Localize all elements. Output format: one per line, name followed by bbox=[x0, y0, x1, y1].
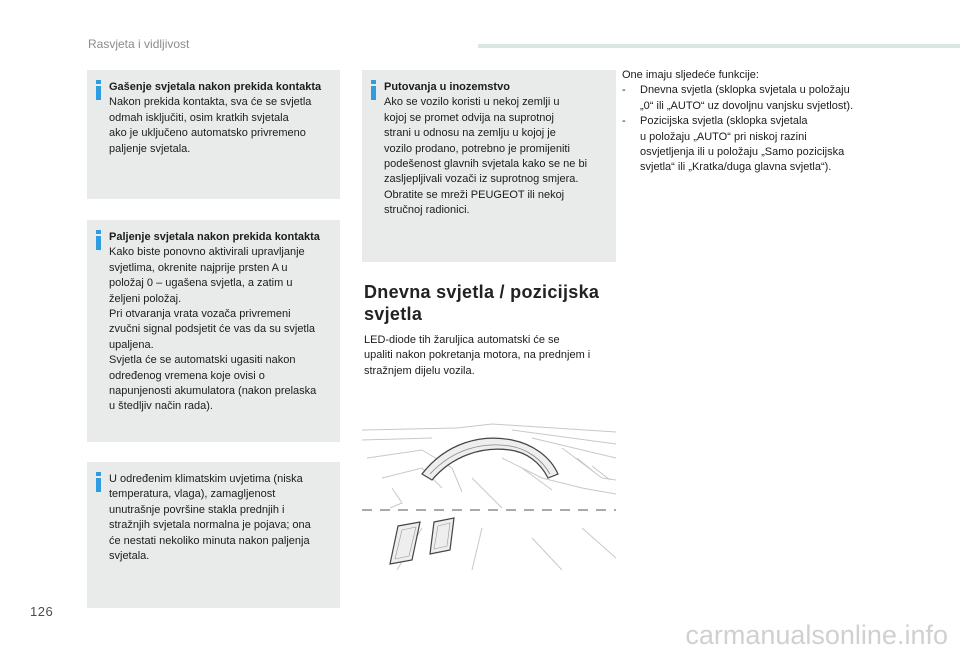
list-item: - Dnevna svjetla (sklopka svjetala u položaju „0“ ili „AUTO“ uz dovoljnu vanjsku svjetlost). bbox=[622, 84, 854, 112]
section-heading: Dnevna svjetla / pozicijska svjetla bbox=[364, 282, 600, 324]
header-divider-bar bbox=[478, 44, 960, 48]
list-item: - Pozicijska svjetla (sklopka svjetala u položaju „AUTO“ pri niskoj razini osvjetljenja ili u položaju „Samo pozicijska svjetla“ ili „Kratka/duga glavna svjetla“). bbox=[622, 115, 845, 174]
info-icon bbox=[94, 472, 102, 492]
info-box-title: Paljenje svjetala nakon prekida kontakta bbox=[109, 231, 320, 243]
info-box-body: U određenim klimatskim uvjetima (niska temperatura, vlaga), zamagljenost unutrašnje površine stakla prednjih i stražnjih svjetala normalna je pojava; ona će nestati nekoliko minuta nakon paljenja svjetala. bbox=[109, 473, 311, 563]
info-box-title: Gašenje svjetala nakon prekida kontakta bbox=[109, 81, 322, 93]
info-box-title: Putovanja u inozemstvo bbox=[384, 81, 510, 93]
info-box-body: Nakon prekida kontakta, sva će se svjetla odmah isključiti, osim kratkih svjetala ako je uključeno automatsko privremeno paljenje svjetala. bbox=[109, 96, 312, 155]
info-box-switch-on bbox=[87, 220, 340, 442]
functions-intro: One imaju sljedeće funkcije: bbox=[622, 69, 759, 81]
daytime-lights-illustration bbox=[362, 418, 616, 570]
page-number: 126 bbox=[30, 604, 54, 619]
functions-list bbox=[622, 68, 942, 176]
info-icon bbox=[94, 230, 102, 250]
info-box-body: Ako se vozilo koristi u nekoj zemlji u kojoj se promet odvija na suprotnoj strani u odnosu na zemlju u kojoj je vozilo prodano, potrebno je promijeniti podešenost glavnih svjetala kako se ne bi zasljepljivali vozači iz suprotnog smjera. Obratite se mreži PEUGEOT ili nekoj stručnoj radionici. bbox=[384, 96, 588, 217]
info-box-switch-off bbox=[87, 70, 340, 199]
info-box-fogging bbox=[87, 462, 340, 608]
list-item-text: Pozicijska svjetla (sklopka svjetala u položaju „AUTO“ pri niskoj razini osvjetljenja ili u položaju „Samo pozicijska svjetla“ ili „Kratka/duga glavna svjetla“). bbox=[640, 115, 845, 174]
page-section-title: Rasvjeta i vidljivost bbox=[88, 37, 190, 51]
info-icon bbox=[94, 80, 102, 100]
list-item-text: Dnevna svjetla (sklopka svjetala u položaju „0“ ili „AUTO“ uz dovoljnu vanjsku svjetlost). bbox=[640, 84, 854, 112]
watermark: carmanualsonline.info bbox=[685, 620, 948, 649]
rear-led-center bbox=[430, 518, 454, 554]
info-box-body: Kako biste ponovno aktivirali upravljanje svjetlima, okrenite najprije prsten A u položaj 0 – ugašena svjetla, a zatim u željeni položaj. Pri otvaranja vrata vozača privremeni zvučni signal podsjetit će vas da su svjetla upaljena. Svjetla će se automatski ugasiti nakon određenog vremena koje ovisi o napunjenosti akumulatora (nakon prelaska u štedljiv način rada). bbox=[109, 246, 317, 413]
info-icon bbox=[369, 80, 377, 100]
section-body: LED-diode tih žaruljica automatski će se upaliti nakon pokretanja motora, na prednjem i stražnjem dijelu vozila. bbox=[364, 334, 591, 377]
info-box-travel-abroad bbox=[362, 70, 616, 262]
